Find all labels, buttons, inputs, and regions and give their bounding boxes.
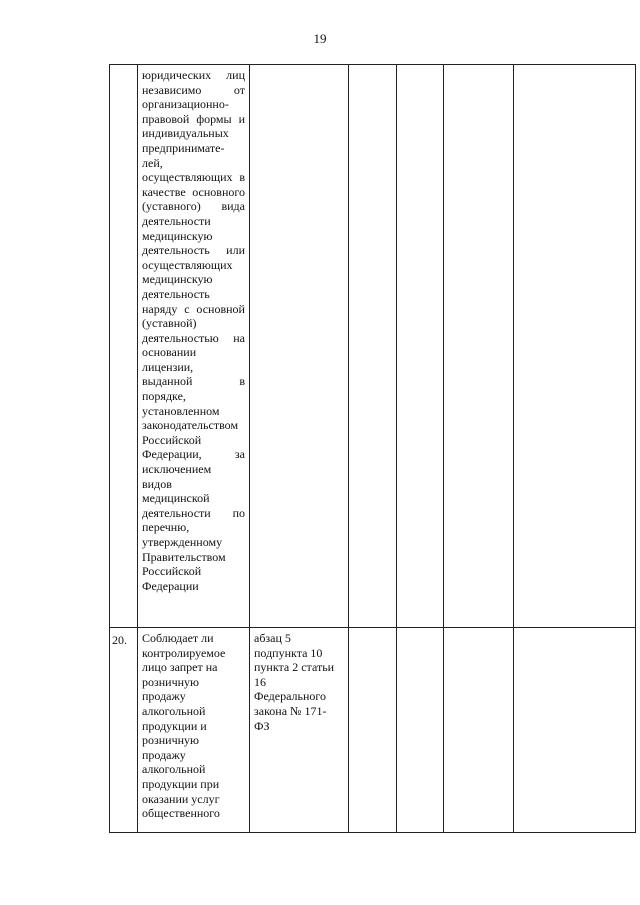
text-line: подпункта 10 [254, 645, 323, 660]
row-number-cell: 20. [110, 628, 138, 833]
text-line: Соблюдает ли [142, 631, 214, 645]
text-line: алкогольной [142, 762, 206, 777]
text-line: лей, [142, 155, 163, 170]
question-cell [138, 65, 250, 628]
text-line: оказании услуг [142, 791, 220, 806]
text-line: пункта 2 статьи [254, 660, 335, 675]
text-line: контролируемое [142, 645, 226, 660]
text-line: осуществляющих в [142, 170, 245, 185]
text-line: независимо от [142, 82, 245, 97]
text-line: Российской [142, 564, 202, 579]
text-line: Федерального [254, 689, 327, 704]
text-line: продажу [142, 689, 186, 704]
text-line: юридических лиц [142, 68, 245, 82]
text-line: розничную [142, 733, 200, 748]
text-line: качестве основного [142, 184, 245, 199]
text-line: индивидуальных [142, 126, 229, 141]
reference-text [250, 65, 348, 71]
row-number-cell [110, 65, 138, 628]
text-line: деятельность или [142, 243, 245, 258]
answer-no-cell [397, 628, 444, 833]
text-line: медицинскую [142, 228, 213, 243]
text-line: продукции при [142, 776, 220, 791]
text-line: установленном [142, 403, 220, 418]
text-line: деятельность [142, 286, 210, 301]
text-line: (уставного) вида [142, 199, 245, 214]
question-text [138, 628, 249, 824]
text-line: основании [142, 345, 197, 360]
reference-cell [250, 65, 349, 628]
text-line: лицензии, [142, 359, 194, 374]
text-line: деятельности по [142, 505, 245, 520]
question-cell [138, 628, 250, 833]
text-line: видов [142, 476, 172, 491]
reference-cell [250, 628, 349, 833]
text-line: (уставной) [142, 316, 197, 331]
text-line: лицо запрет на [142, 660, 218, 675]
text-line: Федерации [142, 578, 199, 593]
text-line: розничную [142, 674, 200, 689]
checklist-table [109, 64, 636, 833]
answer-na-cell [444, 65, 514, 628]
text-line: медицинской [142, 491, 210, 506]
text-line: выданной в [142, 374, 245, 389]
text-line: порядке, [142, 389, 186, 404]
table-row [110, 628, 636, 833]
text-line: ФЗ [254, 718, 270, 733]
text-line: исключением [142, 462, 212, 477]
text-line: абзац 5 [254, 631, 291, 645]
text-line: Российской [142, 432, 202, 447]
answer-yes-cell [349, 628, 397, 833]
text-line: продукции и [142, 718, 207, 733]
text-line: 16 [254, 674, 266, 689]
text-line: алкогольной [142, 703, 206, 718]
reference-text [250, 628, 348, 736]
text-line: правовой формы и [142, 111, 245, 126]
text-line: общественного [142, 806, 220, 821]
text-line: утвержденному [142, 535, 223, 549]
answer-na-cell [444, 628, 514, 833]
answer-no-cell [397, 65, 444, 628]
text-line: осуществляющих [142, 257, 233, 272]
text-line: продажу [142, 747, 186, 762]
answer-yes-cell [349, 65, 397, 628]
text-line: наряду с основной [142, 301, 245, 316]
text-line: медицинскую [142, 272, 213, 287]
note-cell [514, 628, 636, 833]
note-cell [514, 65, 636, 628]
text-line: деятельностью на [142, 330, 245, 345]
text-line: Правительством [142, 549, 226, 564]
page-number: 19 [313, 31, 327, 46]
text-line: Федерации, за [142, 447, 245, 462]
text-line: законодательством [142, 418, 239, 433]
text-line: предпринимате- [142, 140, 225, 155]
table-row [110, 65, 636, 628]
text-line: закона № 171- [254, 703, 327, 718]
question-text [138, 65, 249, 596]
text-line: деятельности [142, 213, 211, 228]
text-line: перечню, [142, 520, 190, 535]
text-line: организационно- [142, 97, 229, 112]
